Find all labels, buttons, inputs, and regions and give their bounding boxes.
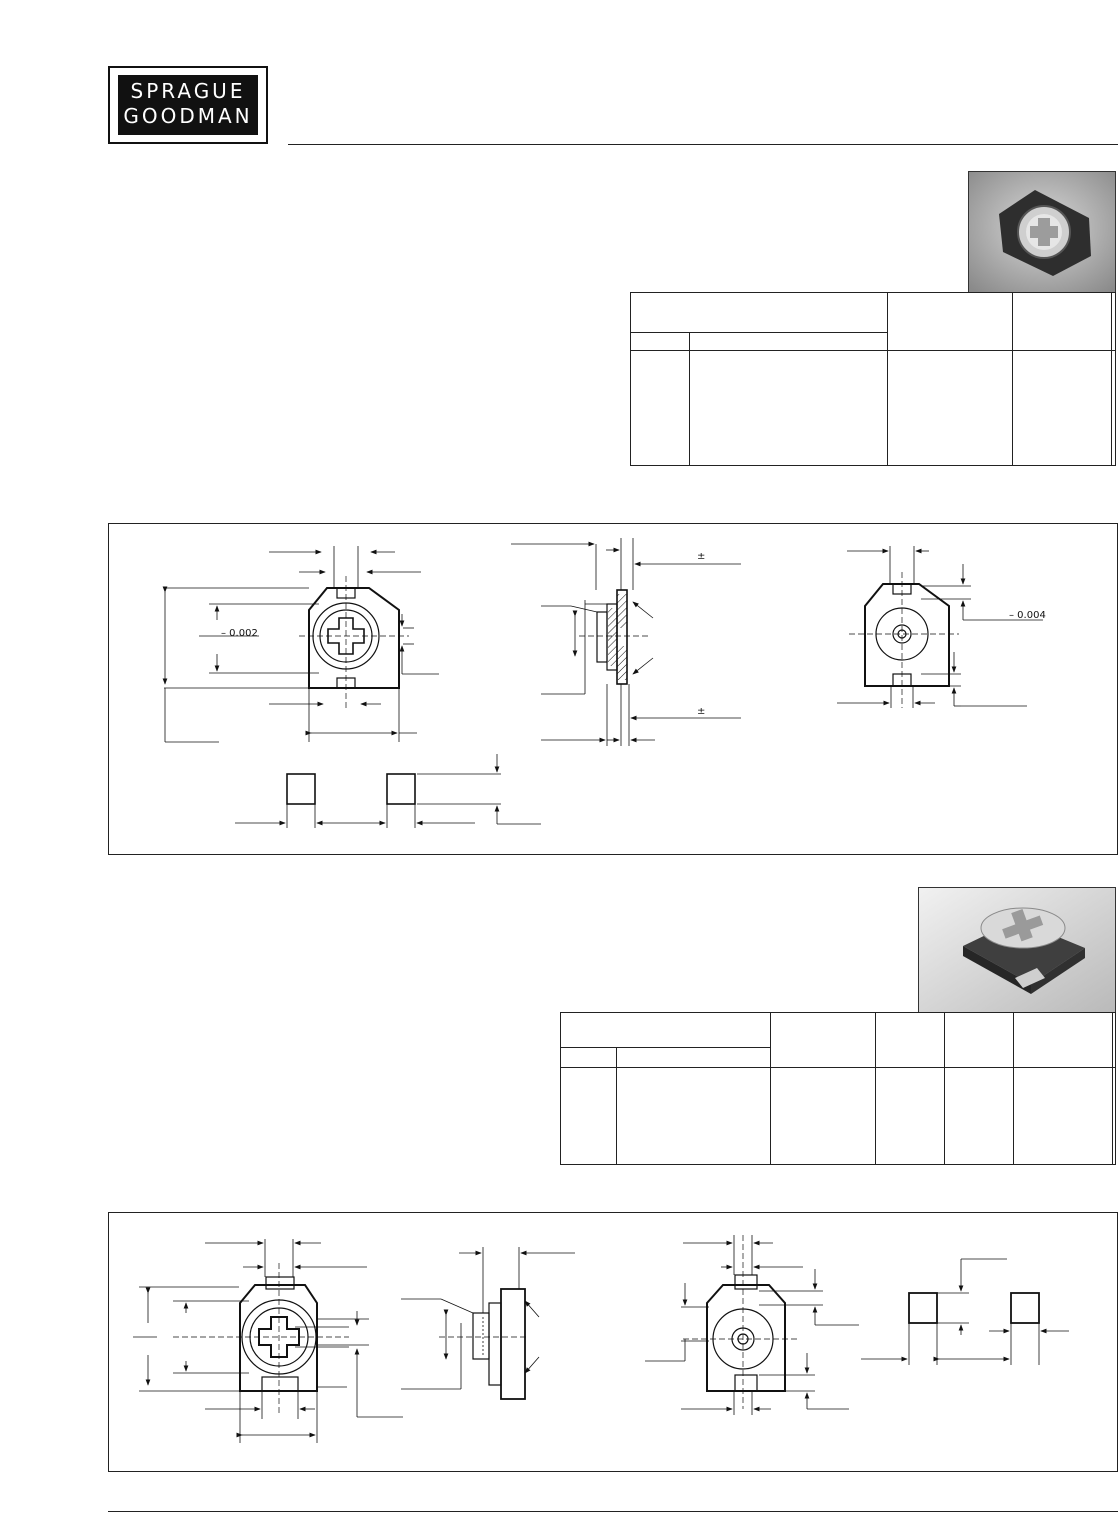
- footer-rule: [108, 1511, 1118, 1512]
- table-2-header-cell: [1113, 1013, 1116, 1068]
- table-1-header-cell: [1013, 293, 1112, 351]
- tolerance-label-rear: – 0.004: [1009, 610, 1046, 621]
- table-2-header-cell: [876, 1013, 945, 1068]
- dimension-drawing-1: [109, 524, 1118, 856]
- table-1-body-cell: [1013, 351, 1112, 466]
- table-2-header-cell: [561, 1013, 771, 1048]
- table-1-header-cell: [690, 333, 888, 351]
- tolerance-label-front: – 0.002: [221, 628, 258, 639]
- logo-line-2: GOODMAN: [123, 104, 253, 128]
- table-1-body-cell: [631, 351, 690, 466]
- table-2-header-cell: [617, 1048, 771, 1068]
- table-2-body-cell: [945, 1068, 1014, 1165]
- dimension-drawing-panel-1: [108, 523, 1118, 855]
- table-2-body-cell: [876, 1068, 945, 1165]
- table-2-header-cell: [1014, 1013, 1113, 1068]
- table-1-header-cell: [631, 333, 690, 351]
- dimension-drawing-panel-2: [108, 1212, 1118, 1472]
- logo-wordmark: [118, 75, 258, 135]
- table-1-body-cell: [690, 351, 888, 466]
- table-2-header-cell: [561, 1048, 617, 1068]
- table-1-header-cell: [631, 293, 888, 333]
- table-1-body-cell: [1112, 351, 1116, 466]
- table-2-body-cell: [1014, 1068, 1113, 1165]
- plus-minus-top: ±: [697, 551, 706, 562]
- table-2-header-cell: [771, 1013, 876, 1068]
- dimension-drawing-2: [109, 1213, 1118, 1473]
- plus-minus-bottom: ±: [697, 706, 706, 717]
- spec-table-1: [630, 292, 1116, 466]
- sprague-goodman-logo: [108, 66, 268, 144]
- table-1-header-cell: [888, 293, 1013, 351]
- table-2-body-cell: [561, 1068, 617, 1165]
- table-2-body-cell: [617, 1068, 771, 1165]
- spec-table-2: [560, 1012, 1116, 1165]
- table-1-body-cell: [888, 351, 1013, 466]
- product-photo-1: [968, 171, 1116, 293]
- product-photo-2: [918, 887, 1116, 1013]
- table-2-header-cell: [945, 1013, 1014, 1068]
- table-1-header-cell: [1112, 293, 1116, 351]
- header-rule: [288, 144, 1118, 145]
- table-2-body-cell: [1113, 1068, 1116, 1165]
- logo-line-1: SPRAGUE: [130, 79, 246, 103]
- table-2-body-cell: [771, 1068, 876, 1165]
